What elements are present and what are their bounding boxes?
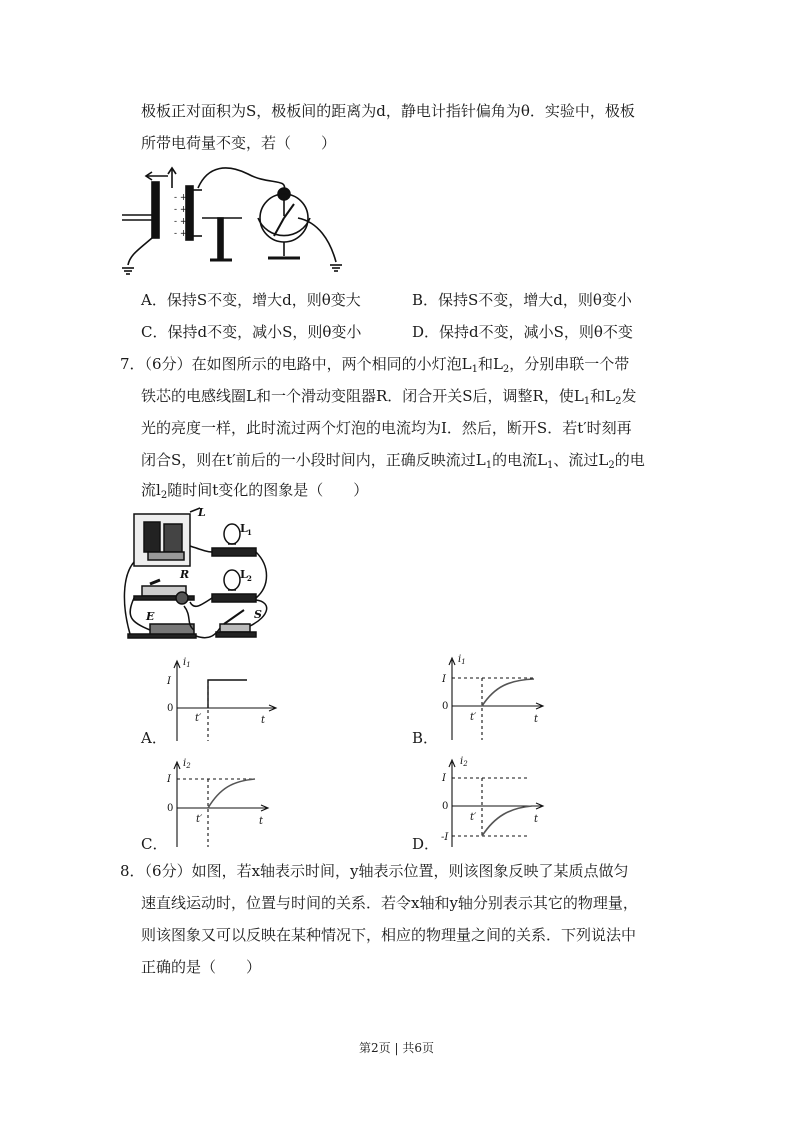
- q8-stem-line3: 则该图象又可以反映在某种情况下，相应的物理量之间的关系．下列说法中: [141, 926, 637, 944]
- q6-option-d[interactable]: D．保持d不变，减小S，则θ不变: [412, 323, 633, 341]
- circuit-label-l2: L: [240, 568, 248, 581]
- q7-stem-line3: 光的亮度一样，此时流过两个灯泡的电流均为I．然后，断开S．若t′时刻再: [141, 419, 632, 437]
- svg-text:i1: $i_1$: [458, 654, 466, 666]
- graph-d: [440, 754, 550, 849]
- circuit-label-l2-sub: 2: [247, 574, 252, 583]
- svg-text:-I: -I: [441, 832, 449, 843]
- q6-option-a[interactable]: A．保持S不变，增大d，则θ变大: [141, 291, 361, 309]
- svg-text:t′: t′: [470, 712, 477, 723]
- q8-stem-line1: 8．（6分）如图，若x轴表示时间，y轴表示位置，则该图象反映了某质点做匀: [120, 862, 629, 880]
- svg-text:i2: $i_2$: [183, 758, 191, 770]
- q7-stem-line1: 7．（6分）在如图所示的电路中，两个相同的小灯泡$L_1$和$L_2$，分别串联一个带: [120, 355, 630, 375]
- circuit-label-e: E: [146, 610, 155, 623]
- svg-text:i2: $i_2$: [460, 756, 468, 768]
- capacitor-electrometer-figure: [118, 160, 350, 278]
- circuit-label-s: S: [254, 608, 262, 621]
- svg-text:t′: t′: [196, 814, 203, 825]
- q7-stem-line2: 铁芯的电感线圈L和一个滑动变阻器R．闭合开关S后，调整R，使$L_1$和$L_2$发: [141, 387, 637, 407]
- svg-text:I: I: [442, 674, 446, 685]
- q6-option-b[interactable]: B．保持S不变，增大d，则θ变小: [412, 291, 632, 309]
- svg-text:- +: - +: [174, 217, 188, 227]
- svg-text:t: t: [534, 714, 539, 725]
- svg-text:0: 0: [442, 801, 449, 812]
- svg-text:i1: $i_1$: [183, 657, 191, 669]
- q7-stem-line5: 流$l_2$随时间t变化的图象是（ ）: [141, 481, 369, 501]
- svg-text:0: 0: [442, 701, 449, 712]
- svg-text:t′: t′: [195, 713, 202, 724]
- q6-stem-line1: 极板正对面积为S，极板间的距离为d，静电计指针偏角为θ．实验中，极板: [141, 102, 635, 120]
- q6-stem-line2: 所带电荷量不变，若（ ）: [141, 134, 337, 152]
- svg-text:- +: - +: [174, 193, 188, 203]
- svg-text:0: 0: [167, 803, 174, 814]
- svg-text:0: 0: [167, 703, 174, 714]
- graph-a: [165, 653, 285, 743]
- page-footer: 第2页 | 共6页: [359, 1041, 434, 1055]
- svg-text:I: I: [167, 676, 171, 687]
- q7-option-a-label[interactable]: A．: [141, 729, 167, 747]
- q7-option-b-label[interactable]: B．: [412, 729, 439, 747]
- q8-stem-line2: 速直线运动时，位置与时间的关系．若令x轴和y轴分别表示其它的物理量，: [141, 894, 638, 912]
- circuit-label-l1: L: [240, 522, 248, 535]
- q6-option-c[interactable]: C．保持d不变，减小S，则θ变小: [141, 323, 362, 341]
- graph-b: [440, 650, 550, 742]
- q7-stem-line4: 闭合S，则在t′前后的一小段时间内，正确反映流过$L_1$的电流$L_1$、流过$L_2$的电: [141, 451, 645, 471]
- q7-option-d-label[interactable]: D．: [412, 835, 440, 853]
- svg-text:I: I: [167, 774, 171, 785]
- svg-text:t: t: [534, 814, 539, 825]
- circuit-label-l: L: [198, 506, 206, 519]
- svg-text:t′: t′: [470, 812, 477, 823]
- svg-text:- +: - +: [174, 229, 188, 239]
- q7-option-c-label[interactable]: C．: [141, 835, 168, 853]
- circuit-label-l1-sub: 1: [247, 528, 252, 537]
- circuit-label-r: R: [180, 568, 190, 581]
- svg-text:t: t: [259, 816, 264, 827]
- circuit-figure: [120, 506, 282, 646]
- q8-stem-line4: 正确的是（ ）: [141, 958, 262, 976]
- svg-text:I: I: [442, 773, 446, 784]
- svg-text:- +: - +: [174, 205, 188, 215]
- svg-text:t: t: [261, 715, 266, 726]
- graph-c: [165, 754, 275, 849]
